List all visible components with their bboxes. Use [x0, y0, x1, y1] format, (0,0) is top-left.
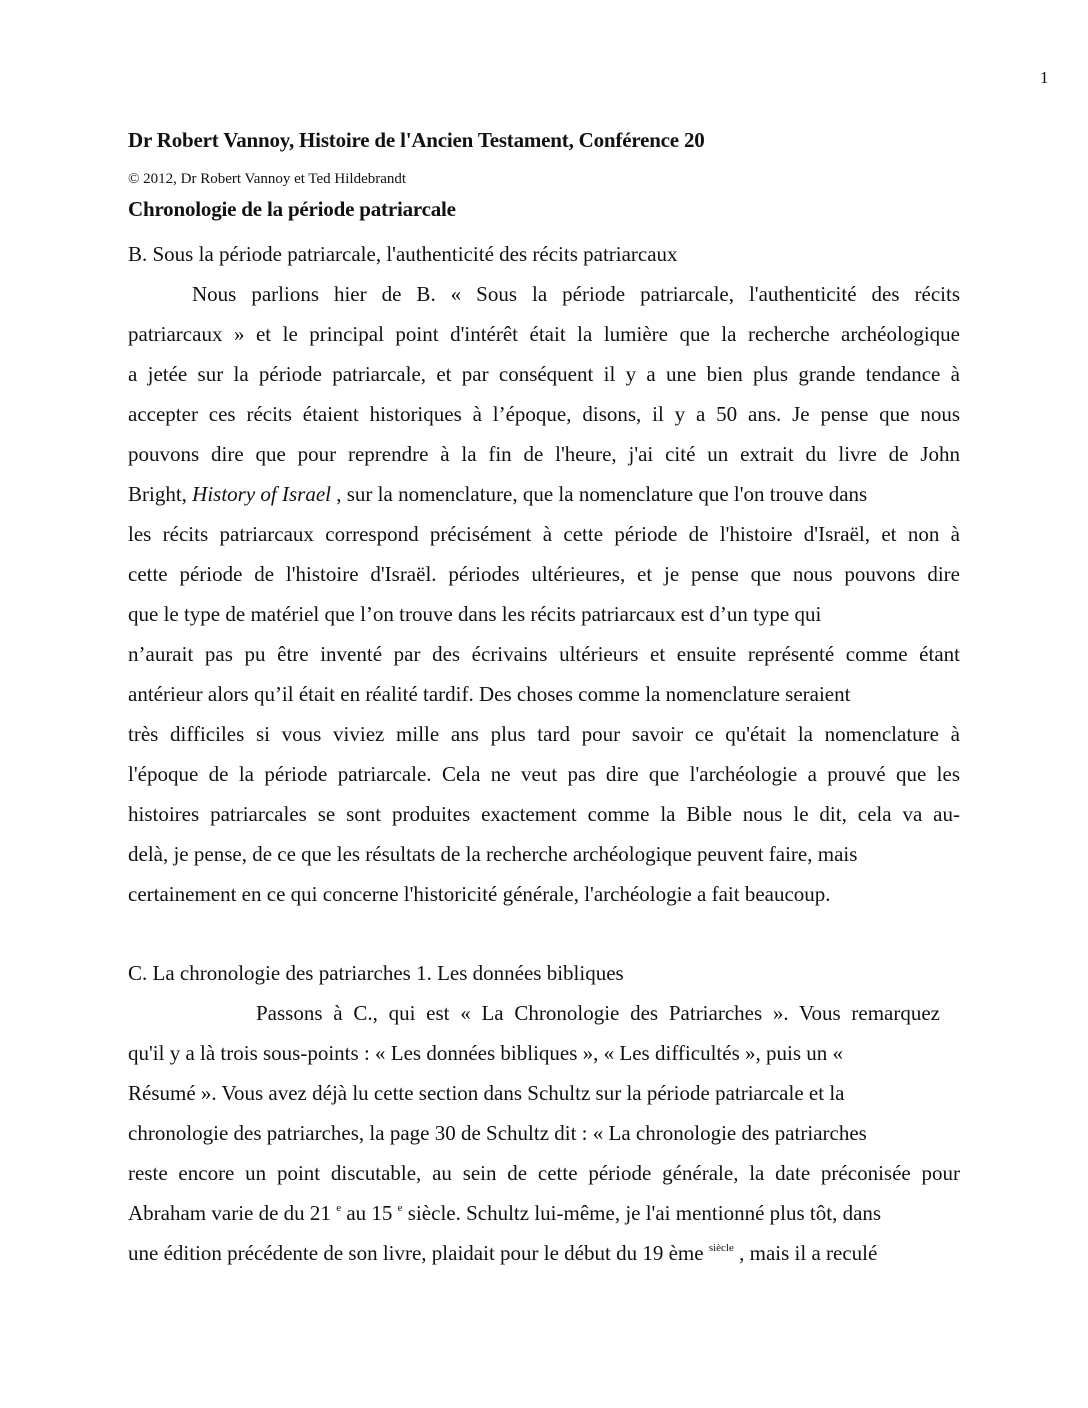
paragraph-line-last: [128, 1243, 877, 1264]
paragraph-line: chronologie des patriarches, la page 30 de Schultz dit : « La chronologie des patriarches: [128, 1121, 867, 1145]
document-title: Dr Robert Vannoy, Histoire de l'Ancien Testament, Conférence 20: [128, 128, 705, 152]
paragraph-line: cette période de l'histoire d'Israël. périodes ultérieures, et je pense que nous pouvons dire: [128, 562, 960, 586]
book-title-italic: History of Israel: [192, 482, 331, 506]
paragraph-line: l'époque de la période patriarcale. Cela ne veut pas dire que l'archéologie a prouvé que les: [128, 762, 960, 786]
section-b-heading: B. Sous la période patriarcale, l'authenticité des récits patriarcaux: [128, 242, 678, 266]
paragraph-line: n’aurait pas pu être inventé par des écrivains ultérieurs et ensuite représenté comme étant: [128, 642, 960, 666]
superscript: siècle: [708, 1242, 734, 1254]
paragraph-line: qu'il y a là trois sous-points : « Les données bibliques », « Les difficultés », puis un «: [128, 1041, 843, 1065]
text-run: Abraham varie de du 21: [128, 1201, 337, 1225]
paragraph-line: certainement en ce qui concerne l'historicité générale, l'archéologie a fait beaucoup.: [128, 882, 831, 906]
text-run: au 15: [341, 1201, 398, 1225]
paragraph-line: que le type de matériel que l’on trouve dans les récits patriarcaux est d’un type qui: [128, 602, 822, 626]
paragraph-line: reste encore un point discutable, au sein de cette période générale, la date préconisée pour: [128, 1161, 960, 1185]
document-subtitle: Chronologie de la période patriarcale: [128, 197, 456, 221]
paragraph-line: delà, je pense, de ce que les résultats de la recherche archéologique peuvent faire, mais: [128, 842, 858, 866]
paragraph-line: les récits patriarcaux correspond précisément à cette période de l'histoire d'Israël, et non à: [128, 522, 960, 546]
section-c-heading: C. La chronologie des patriarches 1. Les données bibliques: [128, 961, 624, 985]
text-run: siècle. Schultz lui-même, je l'ai mentionné plus tôt, dans: [402, 1201, 882, 1225]
superscript: e: [336, 1202, 342, 1214]
paragraph-line: pouvons dire que pour reprendre à la fin de l'heure, j'ai cité un extrait du livre de John: [128, 442, 960, 466]
paragraph-line-abraham: [128, 1203, 881, 1224]
paragraph-line: a jetée sur la période patriarcale, et par conséquent il y a une bien plus grande tendance à: [128, 362, 960, 386]
paragraph-line: Résumé ». Vous avez déjà lu cette section dans Schultz sur la période patriarcale et la: [128, 1081, 845, 1105]
copyright-notice: © 2012, Dr Robert Vannoy et Ted Hildebrandt: [128, 171, 407, 187]
paragraph-line-bright: [128, 484, 867, 505]
text-run: Bright,: [128, 482, 193, 506]
paragraph-line: Nous parlions hier de B. « Sous la période patriarcale, l'authenticité des récits: [192, 282, 960, 306]
paragraph-line: très difficiles si vous viviez mille ans plus tard pour savoir ce qu'était la nomenclature à: [128, 722, 960, 746]
paragraph-line: patriarcaux » et le principal point d'intérêt était la lumière que la recherche archéologique: [128, 322, 960, 346]
page-number: 1: [1040, 68, 1049, 87]
paragraph-line: accepter ces récits étaient historiques à l’époque, disons, il y a 50 ans. Je pense que nous: [128, 402, 960, 426]
text-run: une édition précédente de son livre, plaidait pour le début du 19 ème: [128, 1241, 709, 1265]
superscript: e: [397, 1202, 403, 1214]
paragraph-line: histoires patriarcales se sont produites exactement comme la Bible nous le dit, cela va au-: [128, 802, 960, 826]
paragraph-line: Passons à C., qui est « La Chronologie des Patriarches ». Vous remarquez: [256, 1001, 940, 1025]
text-run: , mais il a reculé: [733, 1241, 878, 1265]
text-run: , sur la nomenclature, que la nomenclature que l'on trouve dans: [331, 482, 868, 506]
paragraph-line: antérieur alors qu’il était en réalité tardif. Des choses comme la nomenclature seraient: [128, 682, 851, 706]
